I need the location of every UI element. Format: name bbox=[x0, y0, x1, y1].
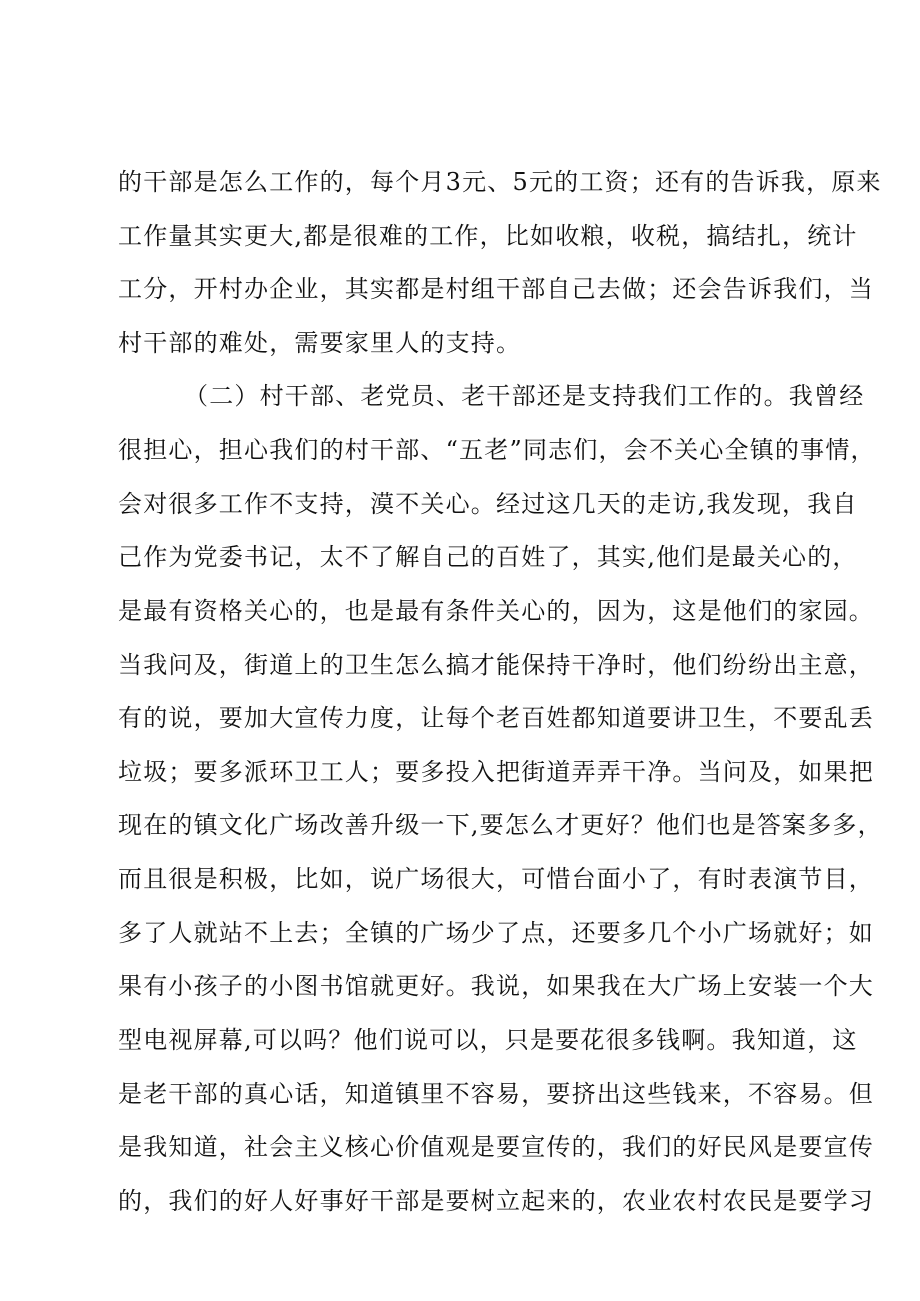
text-line: 工作量其实更大,都是很难的工作，比如收粮，收税，搞结扎，统计 bbox=[118, 222, 858, 250]
text-line: 的干部是怎么工作的，每个月3元、5元的工资；还有的告诉我，原来 bbox=[118, 168, 882, 196]
text-line: 多了人就站不上去；全镇的广场少了点，还要多几个小广场就好；如 bbox=[118, 919, 874, 947]
text-line: 己作为党委书记，太不了解自己的百姓了，其实,他们是最关心的， bbox=[118, 543, 858, 571]
text-line: 是老干部的真心话，知道镇里不容易，要挤出这些钱来，不容易。但 bbox=[118, 1080, 874, 1108]
text-line: 村干部的难处，需要家里人的支持。 bbox=[118, 329, 522, 357]
text-line: 工分，开村办企业，其实都是村组干部自己去做；还会告诉我们，当 bbox=[118, 275, 874, 303]
text-line: 果有小孩子的小图书馆就更好。我说，如果我在大广场上安装一个大 bbox=[118, 972, 874, 1000]
text-line: 的，我们的好人好事好干部是要树立起来的，农业农村农民是要学习 bbox=[118, 1187, 874, 1215]
text-line: 垃圾；要多派环卫工人；要多投入把街道弄弄干净。当问及，如果把 bbox=[118, 758, 874, 786]
text-line: 是我知道，社会主义核心价值观是要宣传的，我们的好民风是要宣传 bbox=[118, 1133, 874, 1161]
text-line: 而且很是积极，比如，说广场很大，可惜台面小了，有时表演节目， bbox=[118, 865, 874, 893]
text-line: 型电视屏幕,可以吗？他们说可以，只是要花很多钱啊。我知道，这 bbox=[118, 1026, 858, 1054]
text-line: 很担心，担心我们的村干部、“五老”同志们，会不关心全镇的事情， bbox=[118, 436, 876, 464]
text-line: 是最有资格关心的，也是最有条件关心的，因为，这是他们的家园。 bbox=[118, 597, 874, 625]
paragraph-heading-line: （二）村干部、老党员、老干部还是支持我们工作的。我曾经 bbox=[184, 382, 865, 410]
text-line: 会对很多工作不支持，漠不关心。经过这几天的走访,我发现，我自 bbox=[118, 490, 858, 518]
text-line: 有的说，要加大宣传力度，让每个老百姓都知道要讲卫生，不要乱丢 bbox=[118, 704, 874, 732]
text-line: 当我问及，街道上的卫生怎么搞才能保持干净时，他们纷纷出主意， bbox=[118, 651, 874, 679]
text-line: 现在的镇文化广场改善升级一下,要怎么才更好？他们也是答案多多， bbox=[118, 811, 883, 839]
